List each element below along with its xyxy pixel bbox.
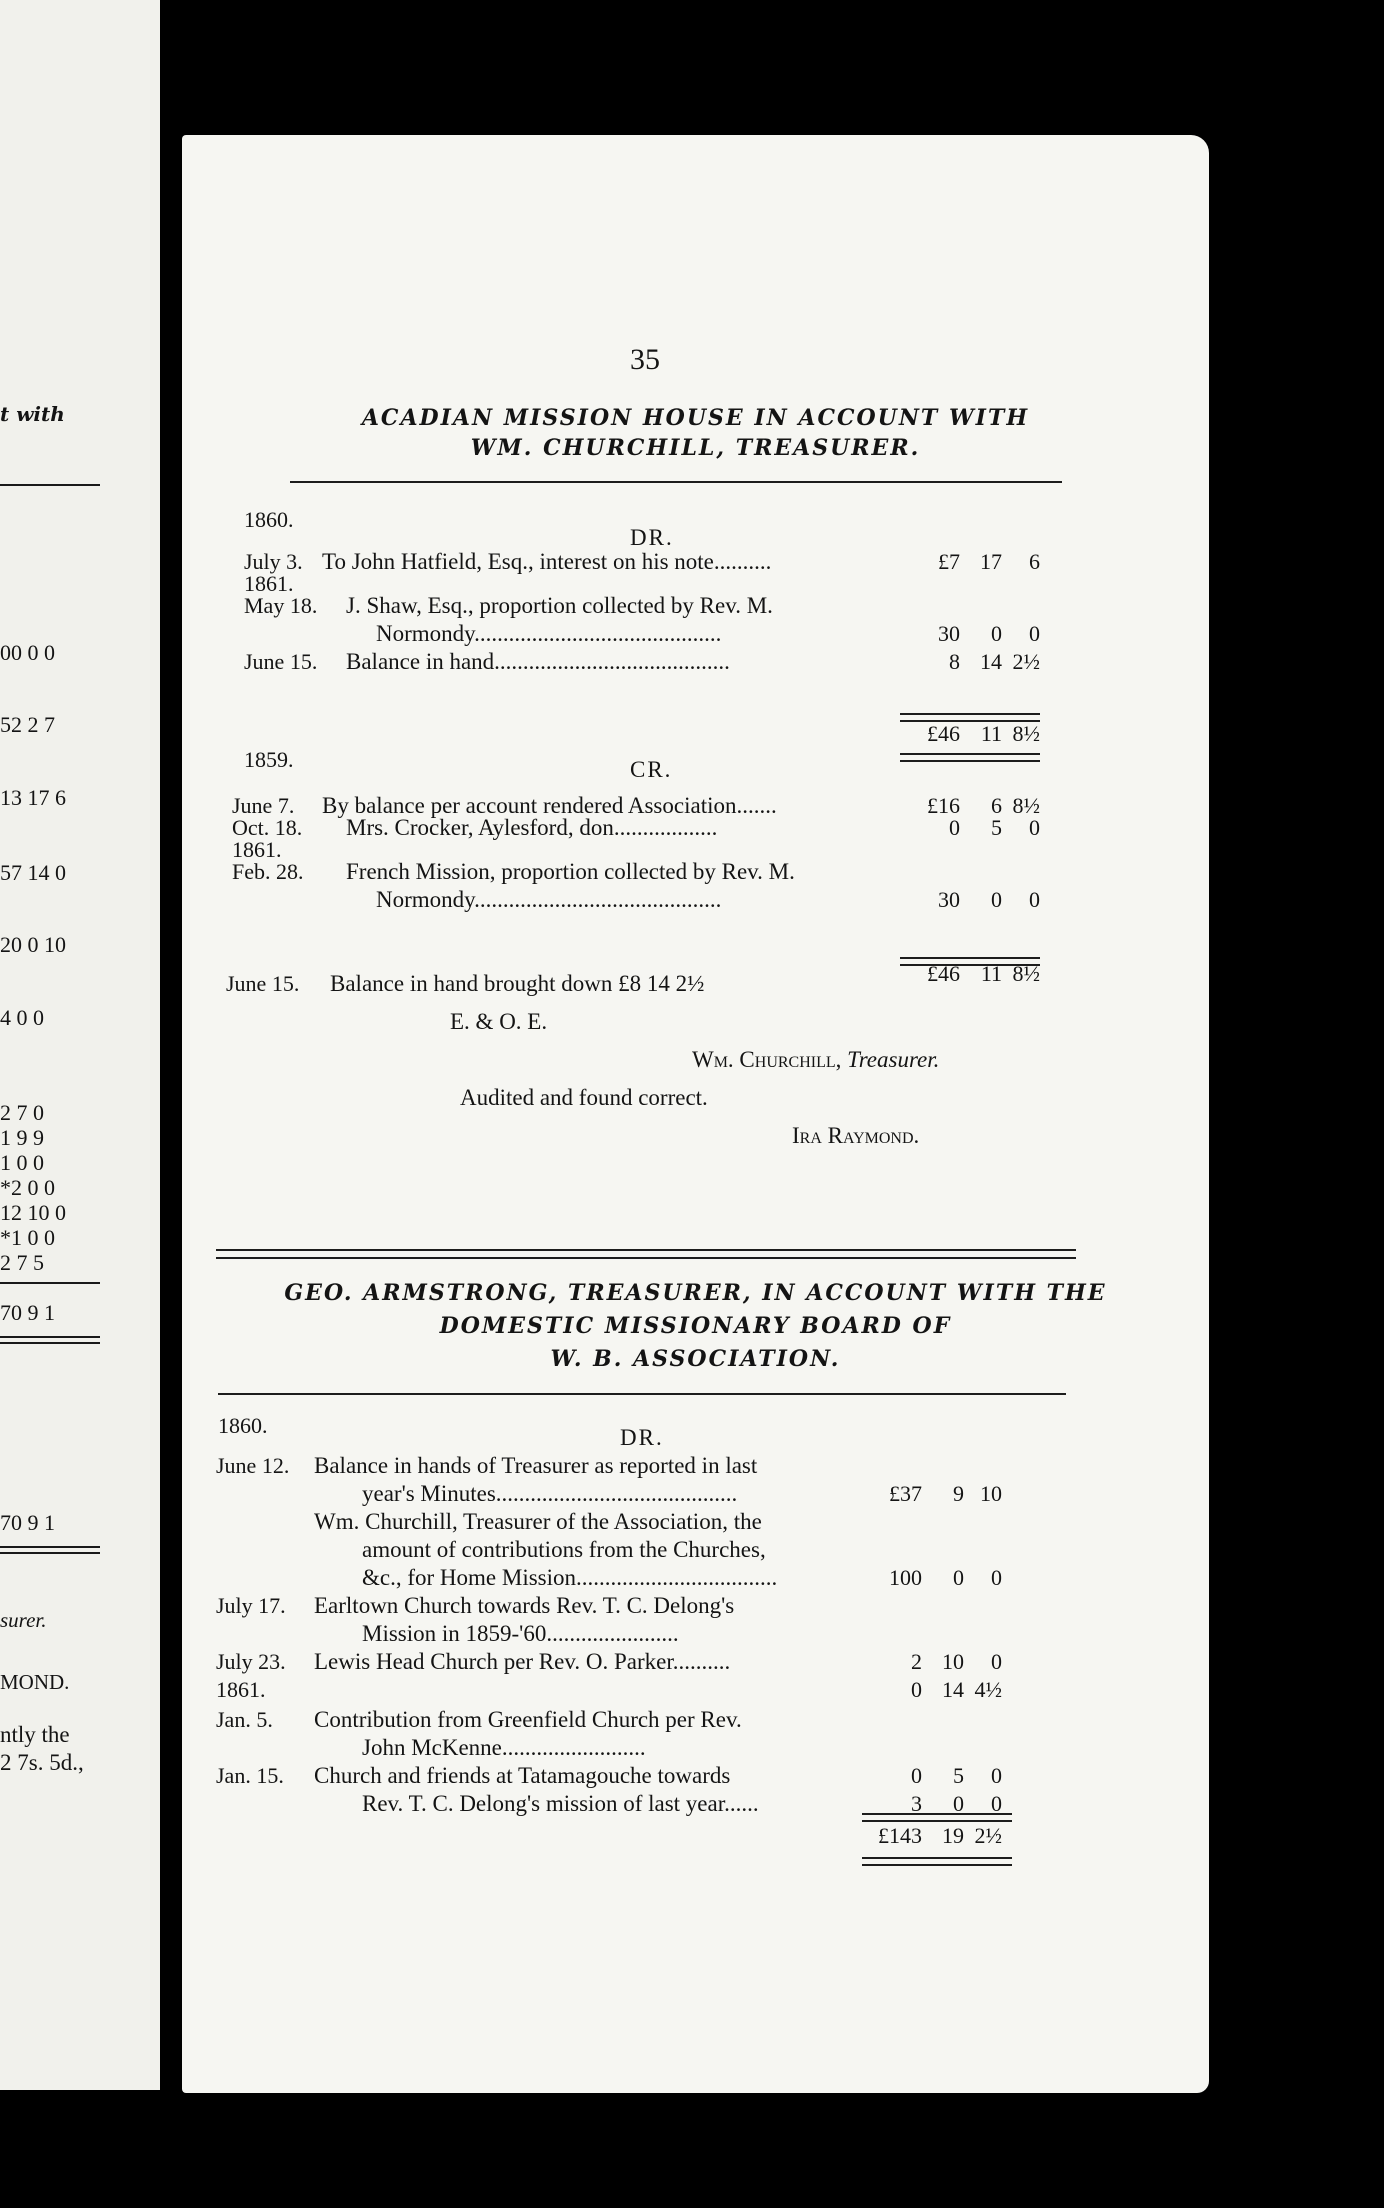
account1-cr-entry-text: French Mission, proportion collected by Rev. M. <box>346 859 795 884</box>
account2-dr-entry-amount-shillings: 5 <box>953 1763 964 1788</box>
left-header-fragment: t with <box>0 402 65 426</box>
account1-cr-entry-date: 1861. <box>232 837 282 862</box>
account1-dr-entry-amount-pounds: £7 <box>938 549 960 574</box>
account1-dr-entry-amount-pence: 6 <box>1029 549 1040 574</box>
left-treasurer-fragment: surer. <box>0 1608 47 1632</box>
account1-cr-year: 1859. <box>244 747 294 772</box>
account1-dr-entry-amount-shillings: 14 <box>980 649 1002 674</box>
account2-dr-entry-amount-pence: 0 <box>991 1565 1002 1590</box>
account2-dr-entry-amount-pence: 0 <box>991 1649 1002 1674</box>
account1-balance-brought-down: Balance in hand brought down £8 14 2½ <box>330 971 705 996</box>
account1-cr-entry-amount-pence: 0 <box>1029 887 1040 912</box>
account1-signature <box>692 1047 939 1073</box>
account2-dr-entry-amount-shillings: 0 <box>953 1565 964 1590</box>
account2-dr-entry-amount-pence: 10 <box>980 1481 1002 1506</box>
account2-dr-entry-text: Balance in hands of Treasurer as reported in last <box>314 1453 758 1478</box>
account1-dr-entry-amount-pence: 0 <box>1029 621 1040 646</box>
account1-dr-entry-text: J. Shaw, Esq., proportion collected by Rev. M. <box>346 593 773 618</box>
account1-dr-entry-amount-pounds: 8 <box>949 649 960 674</box>
account1-dr-entry-amount <box>900 621 1040 647</box>
account2-title-line-2: DOMESTIC MISSIONARY BOARD OF <box>439 1313 952 1339</box>
account2-dr-entry-date: July 17. <box>216 1593 286 1618</box>
account1-dr-entry-amount-shillings: 17 <box>980 549 1002 574</box>
account1-cr-entry-amount-pence: 0 <box>1029 815 1040 840</box>
account1-dr-entry-date: May 18. <box>244 593 318 618</box>
left-amount-row: 2 7 0 <box>0 1100 44 1125</box>
account2-dr-entry-text: Lewis Head Church per Rev. O. Parker.......... <box>314 1649 731 1674</box>
account2-total-pounds: £143 <box>878 1823 922 1848</box>
account1-dr-entry-text: Normondy........................................... <box>376 621 722 646</box>
account2-subtotal-rule <box>862 1813 1012 1822</box>
left-amount-row: 12 10 0 <box>0 1200 66 1225</box>
account2-dr-entry-amount <box>862 1565 1002 1591</box>
left-amount-row: 00 0 0 <box>0 640 55 665</box>
account1-dr-entry-amount-pence: 2½ <box>1012 649 1040 674</box>
account2-dr-entry-amount-shillings: 14 <box>942 1677 964 1702</box>
left-amount-row: 4 0 0 <box>0 1005 44 1030</box>
account1-cr-entry-amount-pounds: 30 <box>938 887 960 912</box>
account1-title-line-2: WM. CHURCHILL, TREASURER. <box>470 435 921 461</box>
left-amount-row: 70 9 1 <box>0 1300 55 1325</box>
account2-dr-entry-amount-shillings: 9 <box>953 1481 964 1506</box>
account1-signature-role: Treasurer. <box>847 1047 940 1072</box>
account2-dr-entry-amount-pence: 0 <box>991 1791 1002 1816</box>
account1-cr-entry-text: Normondy........................................... <box>376 887 722 912</box>
left-amount-row: 2 7 5 <box>0 1250 44 1275</box>
account1-dr-entry-text: To John Hatfield, Esq., interest on his note.......... <box>322 549 772 574</box>
account2-dr-entry-amount-shillings: 10 <box>942 1649 964 1674</box>
account2-title-line-1: GEO. ARMSTRONG, TREASURER, IN ACCOUNT WITH THE <box>284 1280 1107 1306</box>
account1-cr-entry-amount <box>900 887 1040 913</box>
account2-dr-entry-text: year's Minutes.......................................... <box>362 1481 738 1506</box>
left-amount-row: 52 2 7 <box>0 712 55 737</box>
account1-cr-entry-amount-shillings: 6 <box>991 793 1002 818</box>
left-total-rule <box>0 1282 100 1284</box>
account1-cr-total-shillings: 11 <box>980 961 1002 986</box>
page-number: 35 <box>630 343 660 376</box>
account1-dr-entry-amount-pounds: 30 <box>938 621 960 646</box>
account1-cr-entry-amount-shillings: 5 <box>991 815 1002 840</box>
account1-cr-label: CR. <box>630 757 673 782</box>
account1-cr-entry-amount-pounds: 0 <box>949 815 960 840</box>
account2-dr-entry-text: Contribution from Greenfield Church per Rev. <box>314 1707 742 1732</box>
account1-dr-total-shillings: 11 <box>980 721 1002 746</box>
account2-dr-entry-amount-pounds: 3 <box>911 1791 922 1816</box>
account1-dr-entry-amount <box>900 549 1040 575</box>
account2-dr-entry-amount-pounds: 2 <box>911 1649 922 1674</box>
account1-dr-total-rule <box>900 753 1040 762</box>
left-amount-row: 1 0 0 <box>0 1150 44 1175</box>
account1-cr-entry-date: Oct. 18. <box>232 815 303 840</box>
account2-dr-entry-amount-pounds: 0 <box>911 1763 922 1788</box>
account2-dr-entry-amount-pence: 0 <box>991 1763 1002 1788</box>
account2-header-rule <box>218 1393 1066 1395</box>
account1-dr-entry-text: Balance in hand......................................... <box>346 649 730 674</box>
account2-dr-entry-amount-pounds: £37 <box>889 1481 922 1506</box>
account2-dr-year: 1860. <box>218 1413 268 1438</box>
left-amount-row: 70 9 1 <box>0 1510 55 1535</box>
account2-total-pence: 2½ <box>974 1823 1002 1848</box>
account2-dr-entry-amount <box>862 1677 1002 1703</box>
account1-cr-total-rule <box>900 957 1040 966</box>
account1-cr-total-pounds: £46 <box>927 961 960 986</box>
account2-dr-entry-amount <box>862 1763 1002 1789</box>
account2-dr-entry-text: Mission in 1859-'60....................... <box>362 1621 679 1646</box>
account1-dr-entry-amount <box>900 649 1040 675</box>
account2-dr-entry-text: Rev. T. C. Delong's mission of last year...... <box>362 1791 759 1816</box>
account1-cr-entry-text: By balance per account rendered Association....... <box>322 793 777 818</box>
account2-dr-entry-date: June 12. <box>216 1453 290 1478</box>
account1-balance-date: June 15. <box>226 971 300 996</box>
account1-dr-entry-date: 1861. <box>244 571 294 596</box>
account1-cr-entry-amount-pounds: £16 <box>927 793 960 818</box>
left-total-rule <box>0 1546 100 1554</box>
left-raymond-fragment: MOND. <box>0 1670 70 1694</box>
left-amount-row: *1 0 0 <box>0 1225 55 1250</box>
account1-errors-omissions: E. & O. E. <box>450 1009 548 1034</box>
account2-total-shillings: 19 <box>942 1823 964 1848</box>
account2-dr-entry-amount-pounds: 100 <box>889 1565 922 1590</box>
account2-dr-entry-text: &c., for Home Mission................................... <box>362 1565 778 1590</box>
account1-cr-total-pence: 8½ <box>1012 961 1040 986</box>
account2-dr-entry-amount <box>862 1481 1002 1507</box>
page-35 <box>182 135 1209 2093</box>
account2-dr-entry-amount <box>862 1649 1002 1675</box>
left-note-line-1: ntly the <box>0 1722 70 1747</box>
account2-total-rule <box>862 1857 1012 1866</box>
account2-dr-entry-text: John McKenne......................... <box>362 1735 646 1760</box>
account1-dr-label: DR. <box>630 525 674 550</box>
account1-audited-note: Audited and found correct. <box>460 1085 708 1110</box>
account1-dr-year: 1860. <box>244 507 294 532</box>
account1-cr-entry-amount-pence: 8½ <box>1012 793 1040 818</box>
account2-total <box>862 1823 1002 1849</box>
left-amount-row: 57 14 0 <box>0 860 66 885</box>
account1-dr-total-pence: 8½ <box>1012 721 1040 746</box>
account2-dr-entry-text: Church and friends at Tatamagouche towards <box>314 1763 731 1788</box>
account2-dr-entry-text: Wm. Churchill, Treasurer of the Association, the <box>314 1509 762 1534</box>
account2-dr-entry-date: July 23. <box>216 1649 286 1674</box>
left-amount-row: *2 0 0 <box>0 1175 55 1200</box>
account2-dr-entry-amount-shillings: 0 <box>953 1791 964 1816</box>
previous-page-fragment <box>0 0 160 2090</box>
account2-dr-entry-amount-pence: 4½ <box>974 1677 1002 1702</box>
left-header-rule <box>0 484 100 486</box>
left-amount-row: 20 0 10 <box>0 932 66 957</box>
account1-dr-entry-amount-shillings: 0 <box>991 621 1002 646</box>
account1-dr-entry-date: July 3. <box>244 549 303 574</box>
left-total-rule <box>0 1336 100 1344</box>
account1-dr-total-pounds: £46 <box>927 721 960 746</box>
account1-header-rule <box>290 481 1062 483</box>
account1-cr-entry-date: June 7. <box>232 793 295 818</box>
account1-dr-entry-date: June 15. <box>244 649 318 674</box>
left-note-line-2: 2 7s. 5d., <box>0 1750 84 1775</box>
account2-dr-entry-date: Jan. 15. <box>216 1763 284 1788</box>
account2-dr-entry-text: Earltown Church towards Rev. T. C. Delong's <box>314 1593 735 1618</box>
account2-dr-entry-text: amount of contributions from the Churches, <box>362 1537 766 1562</box>
account2-title-line-3: W. B. ASSOCIATION. <box>550 1346 841 1372</box>
account2-dr-label: DR. <box>620 1425 664 1450</box>
account1-title-line-1: ACADIAN MISSION HOUSE IN ACCOUNT WITH <box>361 405 1030 431</box>
account2-dr-entry-date: Jan. 5. <box>216 1707 273 1732</box>
left-amount-row: 13 17 6 <box>0 785 66 810</box>
account1-dr-total <box>900 721 1040 747</box>
account1-cr-entry-date: Feb. 28. <box>232 859 304 884</box>
account1-signature-name: Wm. Churchill, <box>692 1047 842 1072</box>
account1-cr-entry-amount <box>900 815 1040 841</box>
section-separator-rule <box>216 1249 1076 1259</box>
account2-dr-entry-amount-pounds: 0 <box>911 1677 922 1702</box>
left-amount-row: 1 9 9 <box>0 1125 44 1150</box>
account1-cr-entry-amount-shillings: 0 <box>991 887 1002 912</box>
account1-cr-entry-text: Mrs. Crocker, Aylesford, don.................. <box>346 815 718 840</box>
account1-auditor: Ira Raymond. <box>792 1123 920 1148</box>
account2-dr-entry-date: 1861. <box>216 1677 266 1702</box>
